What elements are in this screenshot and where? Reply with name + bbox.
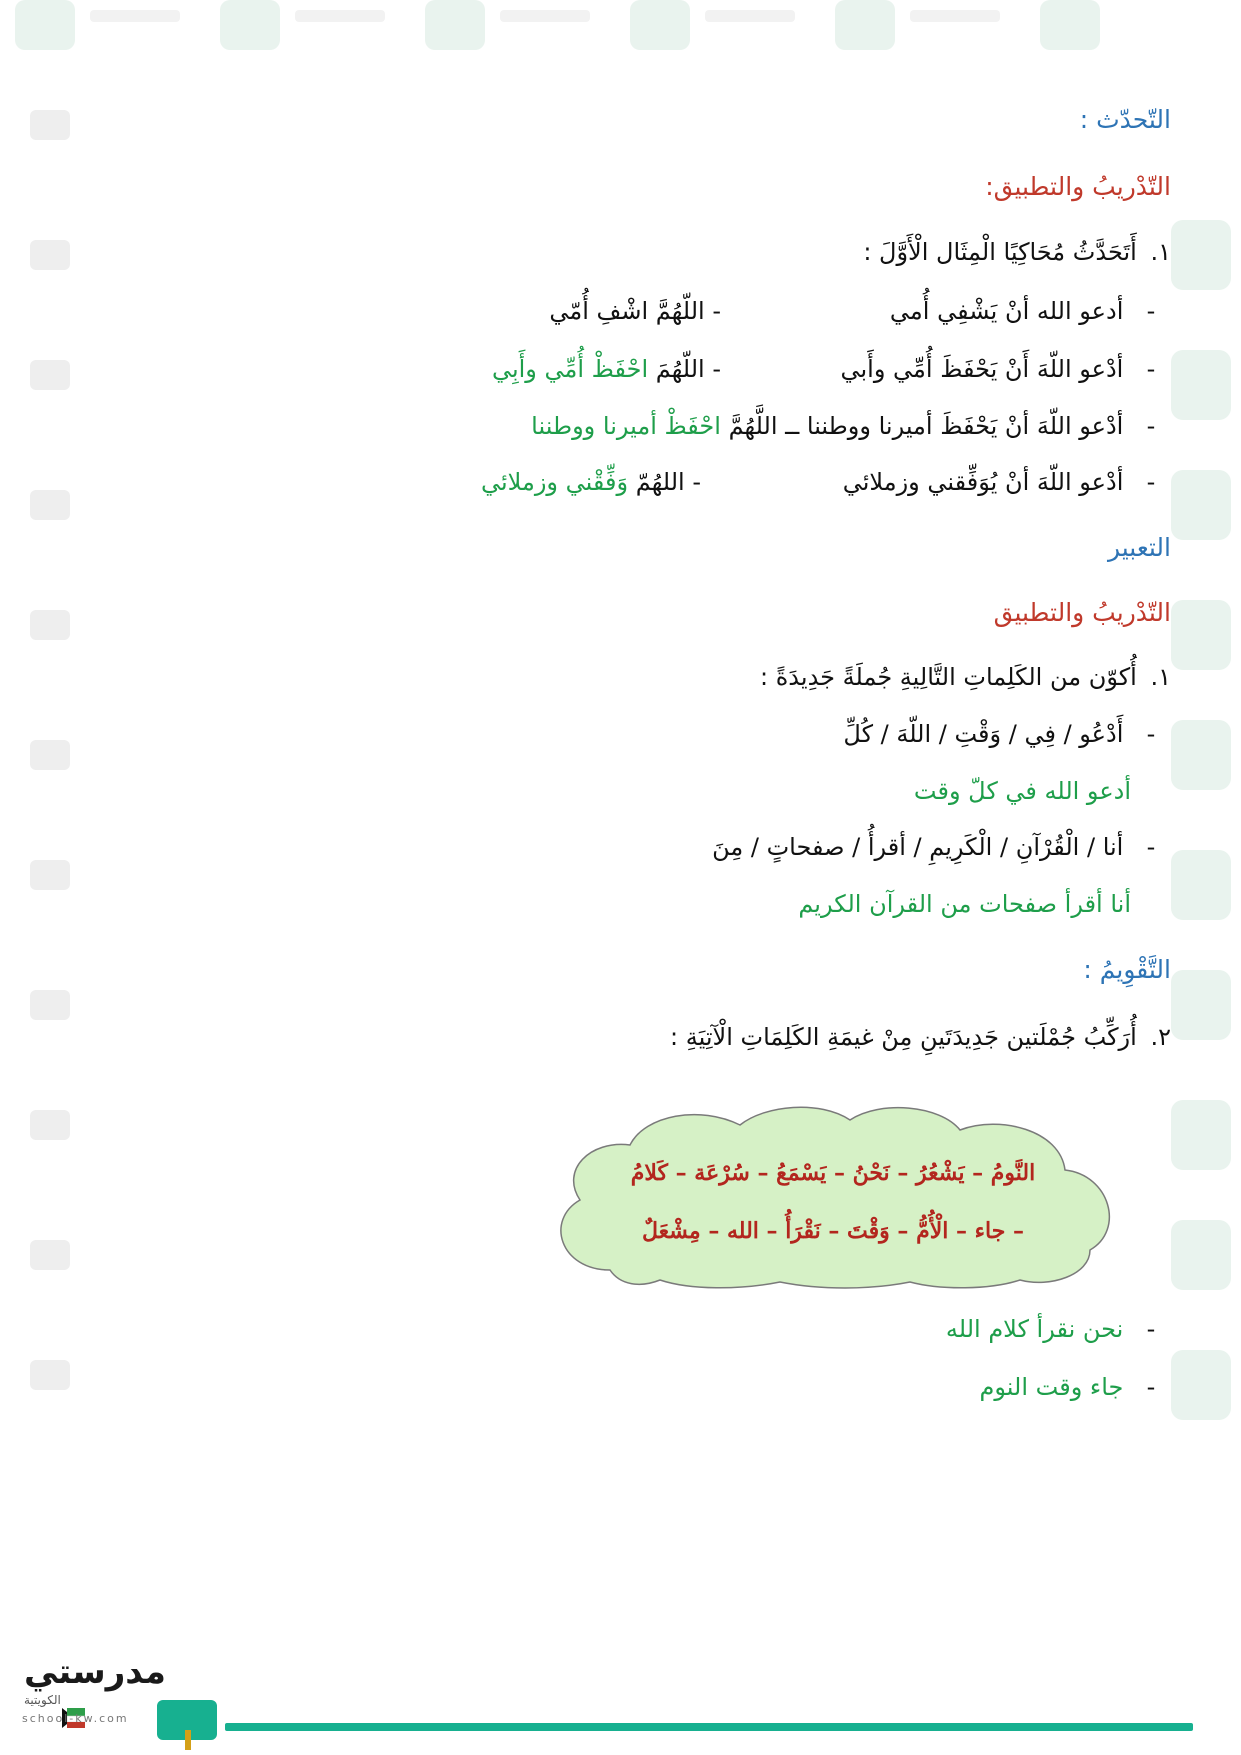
row-dash: - — [1146, 412, 1156, 440]
row-separator: ــ اللَّهُمَّ — [728, 412, 800, 440]
speaking-heading: التّحدّث : — [1079, 105, 1171, 134]
row-answer: اشْفِ أُمّي — [549, 297, 649, 325]
exercise-3-number: ٢. — [1150, 1023, 1171, 1051]
row-dash: - — [1146, 297, 1156, 325]
final-answer-2: جاء وقت النوم — [979, 1373, 1124, 1401]
row-separator: - اللّهُمَ — [655, 355, 721, 383]
footer-divider — [225, 1723, 1193, 1731]
final-answer-row — [946, 1315, 1171, 1343]
speaking-row-answer — [481, 468, 701, 496]
speaking-row-answer — [492, 355, 721, 383]
row-answer: احْفَظْ أميرنا ووطننا — [531, 412, 721, 440]
word-set-1-text: أَدْعُو / فِي / وَقْتِ / اللّهَ / كُلِّ — [843, 720, 1124, 748]
exercise-2-prompt — [760, 663, 1171, 691]
word-set-2 — [712, 833, 1171, 861]
final-answer-row — [980, 1373, 1171, 1401]
speaking-row — [531, 412, 1171, 440]
word-set-1 — [843, 720, 1171, 748]
row-answer: احْفَظْ أُمِّي وأَبِي — [491, 355, 649, 383]
row-dash: - — [1146, 355, 1156, 383]
row-dash: - — [1146, 833, 1156, 861]
row-dash: - — [1146, 1373, 1156, 1401]
watermark-left — [0, 60, 80, 1540]
row-dash: - — [1146, 720, 1156, 748]
exercise-2-number: ١. — [1150, 663, 1171, 691]
expression-heading: التعبير — [1107, 533, 1171, 562]
exercise-1-number: ١. — [1150, 238, 1171, 266]
word-set-2-text: أنا / الْقُرْآنِ / الْكَرِيمِ / أقرأُ / صفحاتٍ / مِنَ — [712, 833, 1124, 861]
exercise-1-prompt — [863, 238, 1171, 266]
logo-subtitle: الكويتية — [24, 1693, 61, 1707]
answer-1: أدعو الله في كلّ وقت — [913, 777, 1131, 805]
exercise-3-prompt — [670, 1023, 1171, 1051]
row-dash: - — [1146, 468, 1156, 496]
exercise-1-text: أَتَحَدَّثُ مُحَاكِيًا الْمِثَال الْأَوَّلَ : — [863, 238, 1137, 266]
row-prompt: أدْعو اللّهَ أَنْ يَحْفَظَ أُمِّي وأَبي — [840, 355, 1124, 383]
row-separator: - اللّهُمَّ — [655, 297, 721, 325]
row-prompt: أدْعو اللّهَ أنْ يَحْفَظَ أميرنا ووطننا — [806, 412, 1124, 440]
evaluation-heading: التَّقْوِيمُ : — [1083, 955, 1171, 984]
final-answer-1: نحن نقرأ كلام الله — [945, 1315, 1124, 1343]
cloud-words-line-2: – جاء – الْأُمُّ – وَقْتَ – نَقْرَأُ – الله – مِشْعَلٌ — [641, 1218, 1024, 1244]
row-prompt: أدْعو اللّهَ أنْ يُوَفِّقني وزملائي — [842, 468, 1124, 496]
row-dash: - — [1146, 1315, 1156, 1343]
row-separator: - اللهُمّ — [635, 468, 701, 496]
exercise-3-text: أُرَكِّبُ جُمْلَتين جَدِيدَتَينِ مِنْ غيمَةِ الكَلِمَاتِ الْآتِيَةِ : — [670, 1023, 1137, 1051]
cloud-words-line-1: النَّومُ – يَشْعُرُ – نَحْنُ – يَسْمَعُ – سُرْعَة – كَلامُ — [630, 1160, 1036, 1186]
exercise-2-text: أُكوّن من الكَلِماتِ التَّالِيةِ جُملَةً جَدِيدَةً : — [760, 663, 1137, 691]
speaking-row — [840, 355, 1171, 383]
watermark-top — [0, 0, 1241, 60]
practice-heading-2: التّدْريبُ والتطبيق — [993, 598, 1171, 627]
word-cloud-shape — [550, 1100, 1116, 1290]
logo-url: school-kw.com — [22, 1712, 129, 1725]
speaking-row — [890, 297, 1171, 325]
logo-wordmark: مدرستي — [24, 1652, 166, 1692]
speaking-row — [843, 468, 1171, 496]
answer-2: أنا أقرأ صفحات من القرآن الكريم — [798, 890, 1131, 918]
speaking-row-answer — [549, 297, 721, 325]
practice-heading-1: التّدْريبُ والتطبيق: — [985, 172, 1171, 201]
row-answer: وَفِّقْني وزملائي — [480, 468, 629, 496]
row-prompt: أدعو الله أنْ يَشْفِي أُمي — [889, 297, 1124, 325]
